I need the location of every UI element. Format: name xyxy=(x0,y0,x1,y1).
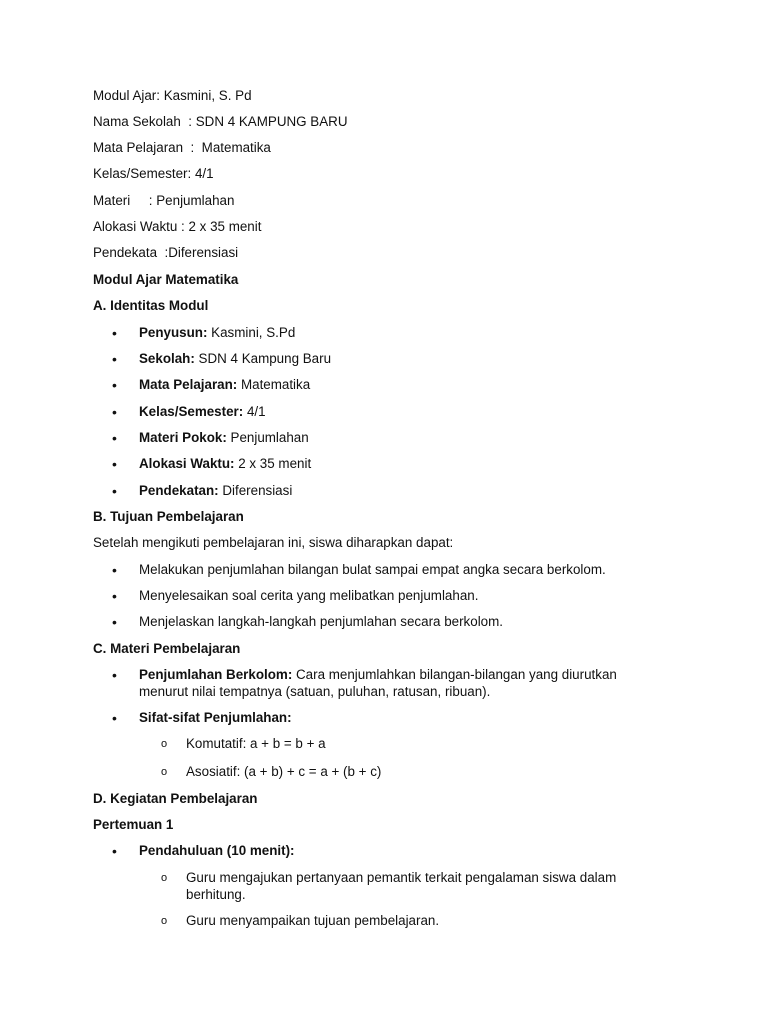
item-label: Penyusun: xyxy=(139,325,208,340)
pendahuluan-item: Guru mengajukan pertanyaan pemantik terkait pengalaman siswa dalam berhitung. xyxy=(186,870,617,902)
kelas-semester-line: Kelas/Semester: 4/1 xyxy=(93,166,214,181)
item-value: Matematika xyxy=(237,377,311,392)
section-b-heading: B. Tujuan Pembelajaran xyxy=(93,509,244,524)
identitas-item-materi-pokok xyxy=(139,430,309,446)
item-value: Kasmini, S.Pd xyxy=(207,325,296,340)
bullet-marker: • xyxy=(112,325,117,341)
bullet-marker: • xyxy=(112,588,117,604)
sifat-asosiatif: Asosiatif: (a + b) + c = a + (b + c) xyxy=(186,764,382,779)
item-value: 4/1 xyxy=(243,404,266,419)
pertemuan-heading: Pertemuan 1 xyxy=(93,817,174,832)
pendahuluan-label: Pendahuluan (10 menit): xyxy=(139,843,295,858)
sub-bullet-marker: o xyxy=(161,738,168,750)
section-a-heading: A. Identitas Modul xyxy=(93,298,209,313)
bullet-marker: • xyxy=(112,377,117,393)
identitas-item-alokasi-waktu xyxy=(139,456,311,472)
bullet-marker: • xyxy=(112,614,117,630)
item-label: Pendekatan: xyxy=(139,483,219,498)
bullet-marker: • xyxy=(112,843,117,859)
tujuan-item: Menyelesaikan soal cerita yang melibatkan penjumlahan. xyxy=(139,588,479,603)
tujuan-item: Menjelaskan langkah-langkah penjumlahan secara berkolom. xyxy=(139,614,503,629)
bullet-marker: • xyxy=(112,710,117,726)
item-label: Sekolah: xyxy=(139,351,195,366)
alokasi-waktu-line: Alokasi Waktu : 2 x 35 menit xyxy=(93,219,262,234)
pendahuluan-item: Guru menyampaikan tujuan pembelajaran. xyxy=(186,913,440,928)
pendekatan-line: Pendekata :Diferensiasi xyxy=(93,245,239,260)
identitas-item-sekolah xyxy=(139,351,331,367)
item-label: Mata Pelajaran: xyxy=(139,377,238,392)
bullet-marker: • xyxy=(112,483,117,499)
document-title: Modul Ajar Matematika xyxy=(93,272,239,287)
identitas-item-penyusun xyxy=(139,325,295,341)
sub-bullet-marker: o xyxy=(161,915,168,927)
item-value: Diferensiasi xyxy=(218,483,293,498)
section-d-heading: D. Kegiatan Pembelajaran xyxy=(93,791,258,806)
item-label: Penjumlahan Berkolom: xyxy=(139,667,293,682)
item-value: 2 x 35 menit xyxy=(234,456,312,471)
tujuan-item: Melakukan penjumlahan bilangan bulat sampai empat angka secara berkolom. xyxy=(139,562,606,577)
item-label: Alokasi Waktu: xyxy=(139,456,235,471)
item-value: Cara menjumlahkan bilangan-bilangan yang diurutkan menurut nilai tempatnya (satuan, puluhan, ratusan, ribuan). xyxy=(139,667,617,699)
materi-item-sifat-penjumlahan: Sifat-sifat Penjumlahan: xyxy=(139,710,292,725)
identitas-item-pendekatan xyxy=(139,483,292,499)
sub-bullet-marker: o xyxy=(161,872,168,884)
item-value: Penjumlahan xyxy=(226,430,309,445)
materi-item-penjumlahan-berkolom xyxy=(139,666,659,700)
mata-pelajaran-line: Mata Pelajaran : Matematika xyxy=(93,140,271,155)
sifat-komutatif: Komutatif: a + b = b + a xyxy=(186,736,326,751)
item-label: Kelas/Semester: xyxy=(139,404,244,419)
bullet-marker: • xyxy=(112,562,117,578)
item-label: Materi Pokok: xyxy=(139,430,227,445)
bullet-marker: • xyxy=(112,430,117,446)
bullet-marker: • xyxy=(112,456,117,472)
modul-ajar-line: Modul Ajar: Kasmini, S. Pd xyxy=(93,88,252,103)
identitas-item-kelas-semester xyxy=(139,404,266,420)
nama-sekolah-line: Nama Sekolah : SDN 4 KAMPUNG BARU xyxy=(93,114,348,129)
bullet-marker: • xyxy=(112,404,117,420)
bullet-marker: • xyxy=(112,667,117,683)
materi-line: Materi : Penjumlahan xyxy=(93,193,235,208)
section-b-intro: Setelah mengikuti pembelajaran ini, siswa diharapkan dapat: xyxy=(93,535,454,550)
item-value: SDN 4 Kampung Baru xyxy=(194,351,332,366)
section-c-heading: C. Materi Pembelajaran xyxy=(93,641,241,656)
sub-bullet-marker: o xyxy=(161,766,168,778)
bullet-marker: • xyxy=(112,351,117,367)
identitas-item-mata-pelajaran xyxy=(139,377,310,393)
